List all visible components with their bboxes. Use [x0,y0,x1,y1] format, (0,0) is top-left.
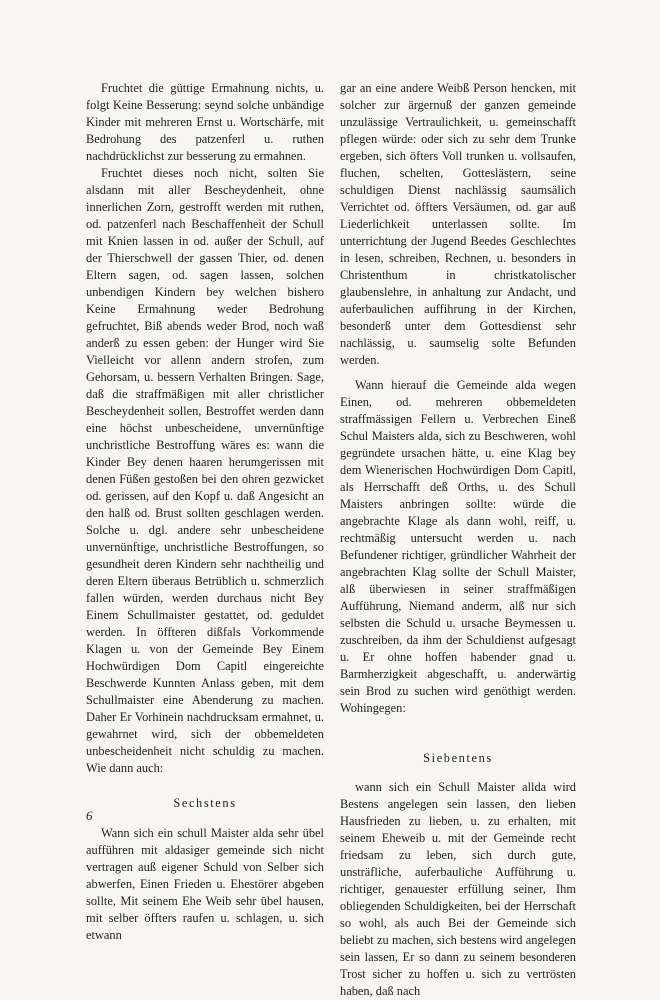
page-number: 6 [86,808,93,823]
paragraph: Wann hierauf die Gemeinde alda wegen Einen, od. mehreren obbemeldeten straffmässigen Fellern u. Verbrechen Eineß Schul Maisters alda, sich zu Beschweren, wohl gegründete ursachen hätte, u. eine Klag bey dem Wienerischen Hochwürdigen Dom Capitl, als Herrschafft deß Orths, u. des Schull Maisters anbringen sollte: würde die angebrachte Klage als dann wohl, reiff, u. rechtmäßig untersucht werden u. nach Befundener richtiger, gründlicher Wahrheit der angebrachten Klag sollte der Schull Maister, alß überwiesen in seiner straffmäßigen Aufführung, Niemand anderm, alß nur sich selbsten die Schuld u. ursache Beymessen u. zuschreiben, da ihm der Schuldienst aufgesagt u. Er ohne hoffen habender gnad u. Barmherzigkeit abgeschafft, u. anderwärtig sein Brod zu suchen wird genöthigt werden. Wohingegen: [340,378,576,715]
paragraph: Wann sich ein schull Maister alda sehr übel aufführen mit aldasiger gemeinde sich nicht vertragen auß eigener Schuld von Selber sich abwerfen, Einen Frieden u. Ehestörer abgeben sollte, Mit seinem Ehe Weib sehr übel hausen, mit selber öffters raufen u. schlagen, u. sich etwann [86,826,324,942]
right-column [340,80,576,1000]
paragraph: Fruchtet dieses noch nicht, solten Sie alsdann mit aller Bescheydenheit, ohne innerlichen Zorn, gestrofft werden mit ruthen, od. patzenferl nach Beschaffenheit der Schull mit Knien lassen in od. außer der Schull, auf der Thierschwell der gassen Thier, od. denen Eltern sagen, od. sagen lassen, solchen unbendigen Kindern bey welchen bishero Keine Ermahnung weder Bedrohung gefruchtet, Biß abends weder Brod, noch waß anderß zu essen geben: der Hunger wird Sie Vielleicht vor allenn andern strofen, zum Gehorsam, u. bessern Verhalten Bringen. Sage, daß die straffmäßigen mit aller christlicher Bescheydenheit sollen, Bestroffet werden dann eine höchst unbescheidene, unvernünftige unchristliche Bestroffung wäres es: wann die Kinder Bey denen haaren herumgerissen mit denen Füßen gestoßen bei den ohren gezwicket od. gerissen, auf den Kopf u. daß Angesicht an den halß od. Brust sollten geschlagen werden. Solche u. dgl. andere sehr unbescheidene unvernünftige, unchristliche Bestroffungen, so gesundheit deren Kindern sehr nachtheilig und deren Eltern überaus Betrüblich u. schmerzlich fallen würden, werden durchaus nicht Bey Einem Schullmaister gestattet, od. geduldet werden. In öffteren dißfals Vorkommende Klagen u. von der Gemeinde Bey Einem Hochwürdigen Dom Capitl eingereichte Beschwerde Kunnten Anlass geben, mit dem Schullmaister eine Abenderung zu machen. Daher Er Vorhinein nachdrucksam ermahnet, u. gewahrnet wird, sich der obbemeldeten unbescheidenheit nicht schuldig zu machen. Wie dann auch: [86,166,324,775]
paragraph: wann sich ein Schull Maister allda wird Bestens angelegen sein lassen, den lieben Hausfrieden zu lieben, u. zu erhalten, mit seinem Eheweib u. mit der Gemeinde recht friedsam zu leben, sich durch gute, unsträfliche, auferbauliche Aufführung u. richtiger, genauester erfüllung seiner, Ihm obliegenden Schuldigkeiten, bei der Herrschaft so wohl, als auch Bei der Gemeinde sich beliebt zu machen, sich bestens wird angelegen sein lassen, Er so dann zu seinem besonderen Trost sicher zu hoffen u. sich zu vertrösten haben, daß nach [340,780,576,998]
paragraph: gar an eine andere Weibß Person hencken, mit solcher zur ärgernuß der ganzen gemeinde unzulässige Vertraulichkeit, u. gemeinschafft pflegen würde: oder sich zu sehr dem Trunke ergeben, sich öfters Voll trunken u. vollsaufen, fluchen, schelten, Gotteslästern, seine schuldigen Dienst nachlässig saumsälich Verrichtet od. öffters Versäumen, od. gar auß Liederlichkeit unterlassen sollte. Im unterrichtung der Jugend Beedes Geschlechtes in lesen, schreiben, Rechnen, u. besonders in Christenthum in christkatolischer glaubenslehre, in anhaltung zur Andacht, und auferbaulichen auffihrung in der Kirchen, besonderß unter dem Gottesdienst sehr nachlässig, u. saumselig solte Befunden werden. [340,81,576,367]
section-heading-sechstens: Sechstens [173,796,237,810]
left-column [86,80,324,944]
section-heading-siebentens: Siebentens [423,751,493,765]
paragraph: Fruchtet die güttige Ermahnung nichts, u. folgt Keine Besserung: seynd solche unbändige Kinder mit mehreren Ernst u. Wortschärfe, mit Bedrohung des patzenferl u. ruthen nachdrücklichst zur besserung zu ermahnen. [86,81,324,163]
